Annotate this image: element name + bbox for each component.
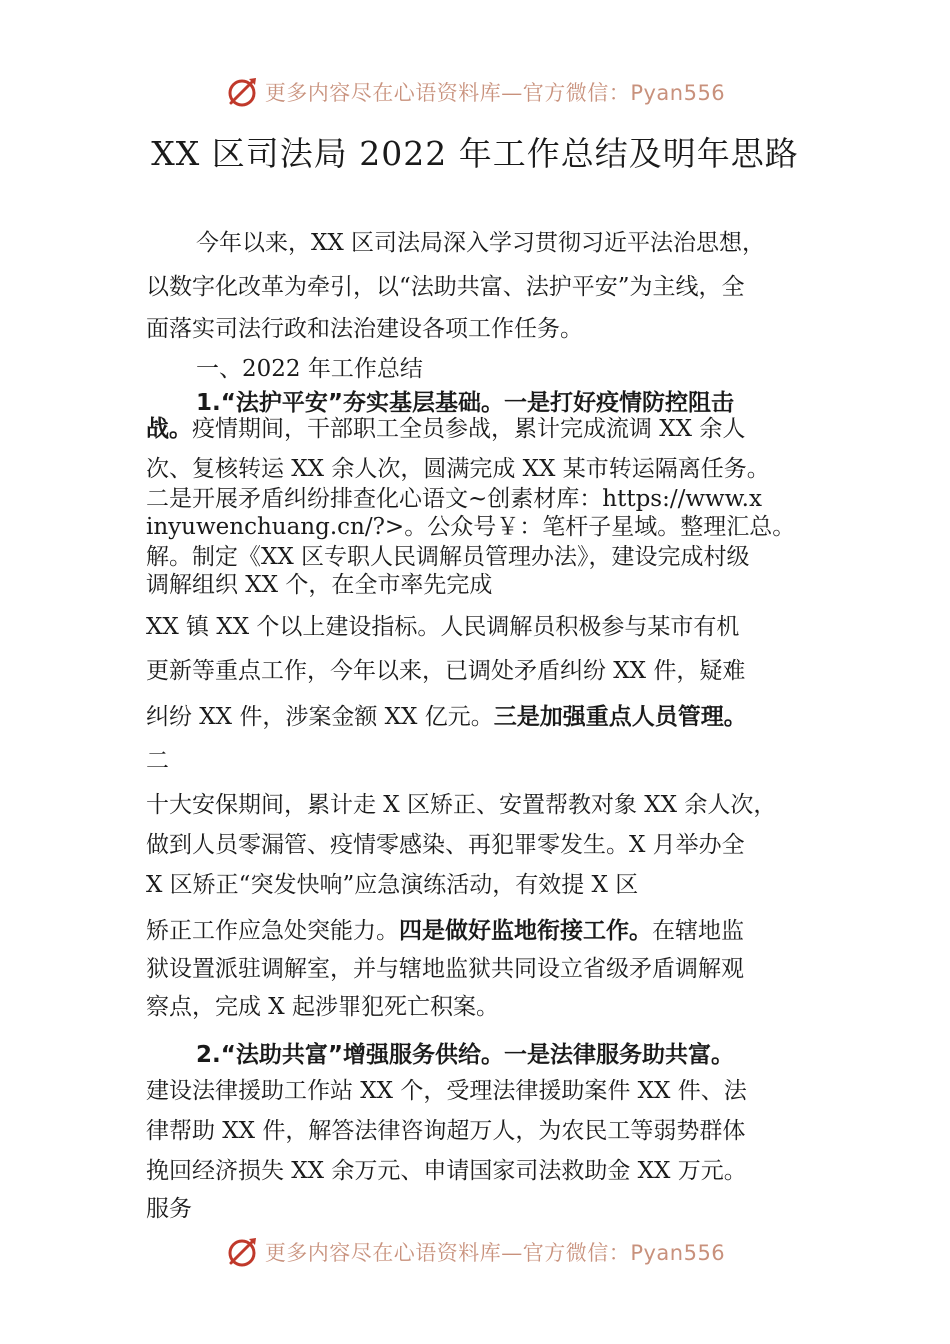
body-line: 服务 [146, 1196, 192, 1222]
body-line: 做到人员零漏管、疫情零感染、再犯罪零发生。X 月举办全 [146, 832, 745, 858]
body-line: 面落实司法行政和法治建设各项工作任务。 [146, 316, 583, 342]
body-line: 解。制定《XX 区专职人民调解员管理办法》，建设完成村级 [146, 544, 750, 570]
document-title: XX 区司法局 2022 年工作总结及明年思路 [151, 134, 799, 173]
watermark-banner-top [0, 72, 950, 112]
body-line: 挽回经济损失 XX 余万元、申请国家司法救助金 XX 万元。 [146, 1158, 747, 1184]
body-line: 以数字化改革为牵引，以“法助共富、法护平安”为主线，全 [146, 274, 745, 300]
body-line: 更新等重点工作，今年以来，已调处矛盾纠纷 XX 件，疑难 [146, 658, 746, 684]
body-line: inyuwenchuang.cn/?>。公众号￥：笔杆子星域。整理汇总。 [146, 514, 796, 540]
body-line: 调解组织 XX 个，在全市率先完成 [146, 572, 493, 598]
body-line: 二 [146, 748, 169, 774]
body-line: 战。疫情期间，干部职工全员参战，累计完成流调 XX 余人 [146, 416, 746, 442]
body-line: X 区矫正“突发快响”应急演练活动，有效提 X 区 [146, 872, 639, 898]
body-line: 二是开展矛盾纠纷排查化心语文~创素材库：https://www.x [146, 486, 762, 512]
watermark-text: 更多内容尽在心语资料库—官方微信：Pyan556 [264, 1241, 726, 1265]
brush-logo-icon [225, 75, 259, 109]
watermark-text: 更多内容尽在心语资料库—官方微信：Pyan556 [264, 81, 726, 105]
body-line: 十大安保期间，累计走 X 区矫正、安置帮教对象 XX 余人次， [146, 792, 777, 818]
subsection-heading: 1.“法护平安”夯实基层基础。一是打好疫情防控阻击 [196, 390, 734, 416]
section-heading: 一、2022 年工作总结 [196, 356, 423, 382]
watermark-banner-bottom [0, 1232, 950, 1272]
body-line: 矫正工作应急处突能力。四是做好监地衔接工作。在辖地监 [146, 918, 744, 944]
body-line: XX 镇 XX 个以上建设指标。人民调解员积极参与某市有机 [146, 614, 740, 640]
body-line: 今年以来，XX 区司法局深入学习贯彻习近平法治思想， [196, 230, 766, 256]
subsection-heading: 2.“法助共富”增强服务供给。一是法律服务助共富。 [196, 1042, 734, 1068]
brush-logo-icon [225, 1235, 259, 1269]
body-line: 建设法律援助工作站 XX 个，受理法律援助案件 XX 件、法 [146, 1078, 747, 1104]
body-line: 律帮助 XX 件，解答法律咨询超万人，为农民工等弱势群体 [146, 1118, 746, 1144]
body-line: 察点，完成 X 起涉罪犯死亡积案。 [146, 994, 499, 1020]
body-line: 次、复核转运 XX 余人次，圆满完成 XX 某市转运隔离任务。 [146, 456, 770, 482]
body-line: 狱设置派驻调解室，并与辖地监狱共同设立省级矛盾调解观 [146, 956, 744, 982]
body-line: 纠纷 XX 件，涉案金额 XX 亿元。三是加强重点人员管理。 [146, 704, 747, 730]
